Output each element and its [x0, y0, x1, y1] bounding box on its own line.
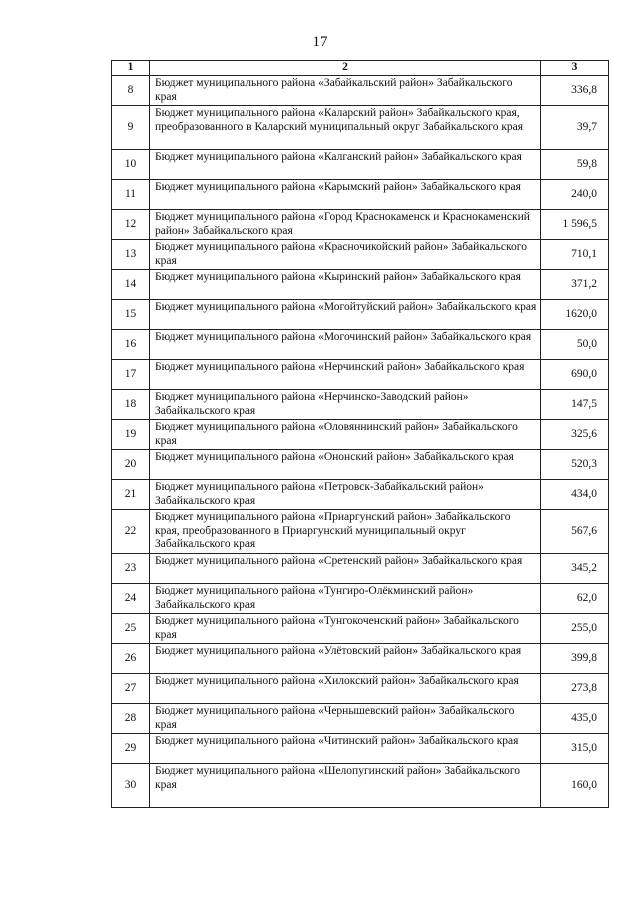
budget-amount: 39,7 [541, 106, 609, 150]
row-number: 16 [112, 330, 150, 360]
table-row [112, 180, 609, 210]
column-header-amount: 3 [541, 61, 609, 76]
row-number: 18 [112, 390, 150, 420]
row-number: 21 [112, 480, 150, 510]
budget-amount: 240,0 [541, 180, 609, 210]
budget-amount: 435,0 [541, 704, 609, 734]
row-number: 25 [112, 614, 150, 644]
row-number: 13 [112, 240, 150, 270]
budget-amount: 567,6 [541, 510, 609, 554]
row-number: 28 [112, 704, 150, 734]
budget-recipient-name: Бюджет муниципального района «Нерчинско-Заводский район» Забайкальского края [150, 390, 541, 420]
table-row [112, 584, 609, 614]
column-header-name: 2 [150, 61, 541, 76]
table-row [112, 764, 609, 808]
row-number: 29 [112, 734, 150, 764]
budget-recipient-name: Бюджет муниципального района «Оловяннинский район» Забайкальского края [150, 420, 541, 450]
budget-amount: 434,0 [541, 480, 609, 510]
table-row [112, 240, 609, 270]
budget-amount: 399,8 [541, 644, 609, 674]
budget-amount: 1 596,5 [541, 210, 609, 240]
budget-amount: 59,8 [541, 150, 609, 180]
table-row [112, 150, 609, 180]
table-body [112, 76, 609, 808]
row-number: 20 [112, 450, 150, 480]
budget-recipient-name: Бюджет муниципального района «Ононский район» Забайкальского края [150, 450, 541, 480]
row-number: 8 [112, 76, 150, 106]
row-number: 10 [112, 150, 150, 180]
budget-recipient-name: Бюджет муниципального района «Калганский район» Забайкальского края [150, 150, 541, 180]
row-number: 9 [112, 106, 150, 150]
table-row [112, 614, 609, 644]
table-row [112, 674, 609, 704]
budget-recipient-name: Бюджет муниципального района «Чернышевский район» Забайкальского края [150, 704, 541, 734]
table-row [112, 330, 609, 360]
row-number: 27 [112, 674, 150, 704]
budget-allocation-table [111, 60, 609, 808]
budget-recipient-name: Бюджет муниципального района «Красночикойский район» Забайкальского края [150, 240, 541, 270]
budget-amount: 690,0 [541, 360, 609, 390]
page-number: 17 [312, 34, 328, 50]
budget-recipient-name: Бюджет муниципального района «Читинский район» Забайкальского края [150, 734, 541, 764]
column-header-number: 1 [112, 61, 150, 76]
budget-recipient-name: Бюджет муниципального района «Забайкальский район» Забайкальского края [150, 76, 541, 106]
budget-recipient-name: Бюджет муниципального района «Кыринский район» Забайкальского края [150, 270, 541, 300]
table-row [112, 300, 609, 330]
budget-recipient-name: Бюджет муниципального района «Тунгокоченский район» Забайкальского края [150, 614, 541, 644]
budget-recipient-name: Бюджет муниципального района «Тунгиро-Олёкминский район» Забайкальского края [150, 584, 541, 614]
budget-recipient-name: Бюджет муниципального района «Сретенский район» Забайкальского края [150, 554, 541, 584]
table-row [112, 420, 609, 450]
budget-recipient-name: Бюджет муниципального района «Могочинский район» Забайкальского края [150, 330, 541, 360]
row-number: 26 [112, 644, 150, 674]
row-number: 15 [112, 300, 150, 330]
table-row [112, 76, 609, 106]
row-number: 17 [112, 360, 150, 390]
budget-amount: 160,0 [541, 764, 609, 808]
row-number: 23 [112, 554, 150, 584]
table-row [112, 510, 609, 554]
table-row [112, 644, 609, 674]
budget-amount: 273,8 [541, 674, 609, 704]
table-row [112, 360, 609, 390]
budget-amount: 336,8 [541, 76, 609, 106]
budget-amount: 345,2 [541, 554, 609, 584]
budget-amount: 325,6 [541, 420, 609, 450]
budget-recipient-name: Бюджет муниципального района «Каларский район» Забайкальского края, преобразованного в Каларский муниципальный округ Забайкальского края [150, 106, 541, 150]
budget-amount: 520,3 [541, 450, 609, 480]
table-header-row [112, 61, 609, 76]
table-row [112, 734, 609, 764]
table-row [112, 554, 609, 584]
table-row [112, 390, 609, 420]
budget-recipient-name: Бюджет муниципального района «Приаргунский район» Забайкальского края, преобразованного в Приаргунский муниципальный округ Забайкальского края [150, 510, 541, 554]
budget-recipient-name: Бюджет муниципального района «Улётовский район» Забайкальского края [150, 644, 541, 674]
budget-amount: 315,0 [541, 734, 609, 764]
budget-amount: 50,0 [541, 330, 609, 360]
row-number: 30 [112, 764, 150, 808]
table-row [112, 210, 609, 240]
row-number: 11 [112, 180, 150, 210]
budget-recipient-name: Бюджет муниципального района «Могойтуйский район» Забайкальского края [150, 300, 541, 330]
row-number: 24 [112, 584, 150, 614]
budget-amount: 1620,0 [541, 300, 609, 330]
budget-amount: 371,2 [541, 270, 609, 300]
budget-recipient-name: Бюджет муниципального района «Карымский район» Забайкальского края [150, 180, 541, 210]
budget-recipient-name: Бюджет муниципального района «Город Краснокаменск и Краснокаменский район» Забайкальского края [150, 210, 541, 240]
table-row [112, 450, 609, 480]
row-number: 22 [112, 510, 150, 554]
budget-recipient-name: Бюджет муниципального района «Хилокский район» Забайкальского края [150, 674, 541, 704]
budget-amount: 62,0 [541, 584, 609, 614]
table-row [112, 270, 609, 300]
budget-recipient-name: Бюджет муниципального района «Петровск-Забайкальский район» Забайкальского края [150, 480, 541, 510]
table-row [112, 106, 609, 150]
budget-amount: 710,1 [541, 240, 609, 270]
table-row [112, 704, 609, 734]
row-number: 14 [112, 270, 150, 300]
budget-amount: 147,5 [541, 390, 609, 420]
budget-recipient-name: Бюджет муниципального района «Нерчинский район» Забайкальского края [150, 360, 541, 390]
row-number: 12 [112, 210, 150, 240]
budget-recipient-name: Бюджет муниципального района «Шелопугинский район» Забайкальского края [150, 764, 541, 808]
row-number: 19 [112, 420, 150, 450]
table-row [112, 480, 609, 510]
budget-amount: 255,0 [541, 614, 609, 644]
